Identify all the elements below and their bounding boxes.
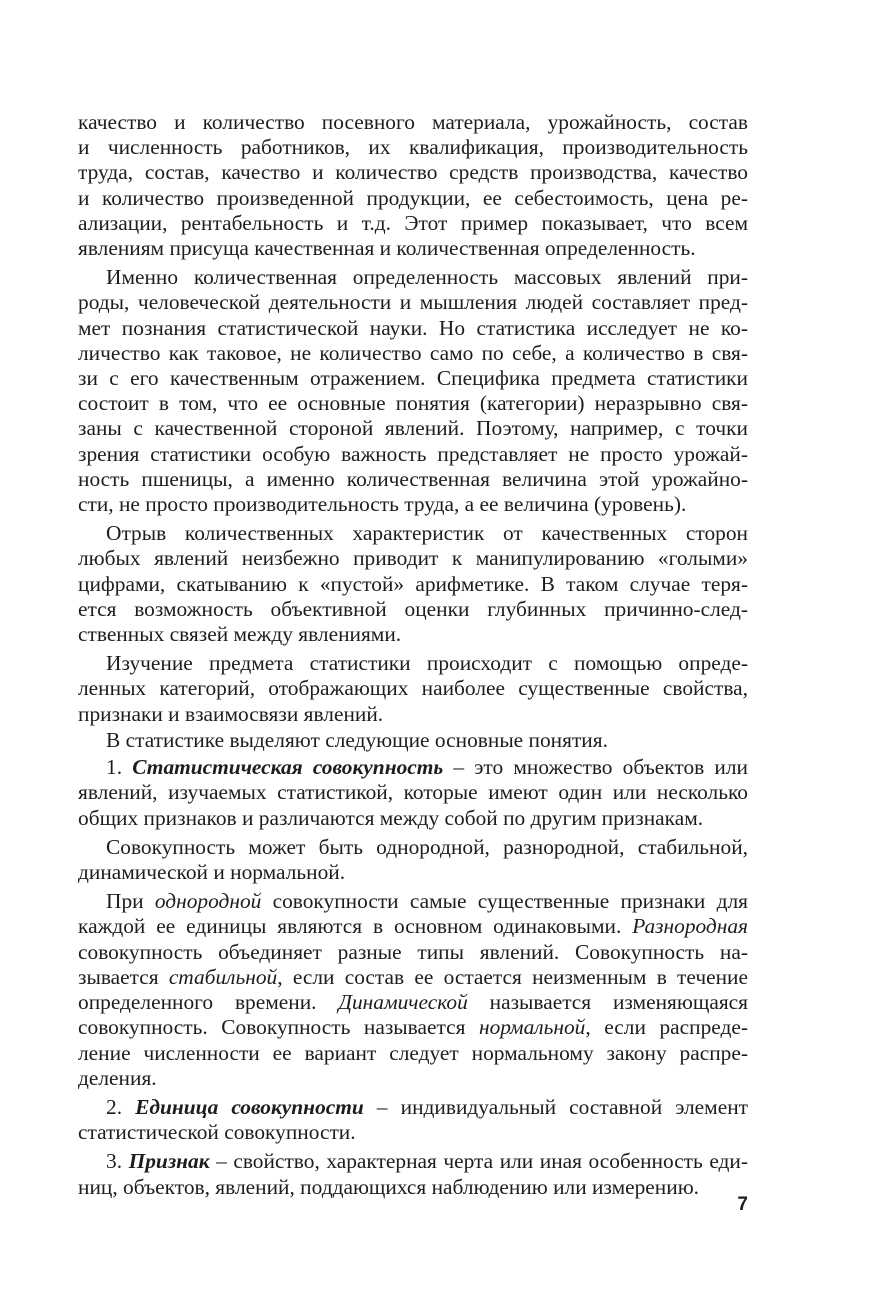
text-line: Именно количественная определенность массовых явлений при-: [106, 265, 748, 290]
text-run: называется изменяющаяся: [467, 990, 748, 1015]
paragraph-quantitative: [78, 265, 748, 517]
text-line: зрения статистики особую важность представляет не просто урожай-: [78, 441, 748, 466]
text-run: каждой ее единицы являются в основном одинаковыми.: [78, 914, 633, 939]
text-line: заны с качественной стороной явлений. Поэтому, например, с точки: [78, 416, 748, 441]
text-run: совокупности самые существенные признаки для: [261, 889, 748, 914]
paragraph-population-types: [78, 835, 748, 885]
definition-population-unit: [78, 1095, 748, 1145]
text-line: ется возможность объективной оценки глубинных причинно-след-: [78, 596, 748, 621]
text-line: деления.: [78, 1065, 157, 1090]
text-run: определенного времени.: [78, 990, 339, 1015]
text-run: зывается: [78, 964, 169, 989]
definition-text: – индивидуальный составной элемент: [363, 1094, 748, 1119]
paragraph-intro: [78, 110, 748, 261]
text-line: [78, 965, 748, 990]
text-line: ленных категорий, отображающих наиболее существенные свойства,: [78, 676, 748, 701]
text-line: мет познания статистической науки. Но статистика исследует не ко-: [78, 315, 748, 340]
paragraph-categories: [78, 651, 748, 727]
item-number: 2.: [106, 1094, 123, 1119]
text-line: и численность работников, их квалификация, производительность: [78, 135, 748, 160]
italic-term: Динамической: [338, 990, 468, 1015]
text-line: явлениям присуща качественная и количественная определенность.: [78, 236, 696, 261]
text-line: Изучение предмета статистики происходит с помощью опреде-: [106, 651, 748, 676]
item-number: 1.: [106, 755, 123, 780]
text-line: общих признаков и различаются между собой по другим признакам.: [78, 805, 704, 830]
page-text: [78, 110, 748, 1201]
paragraph-concepts-intro: [78, 728, 748, 753]
text-line: [78, 990, 748, 1015]
text-line: признаки и взаимосвязи явлений.: [78, 701, 384, 726]
text-line: статистической совокупности.: [78, 1120, 356, 1145]
definition-text: – свойство, характерная черта или иная особенность еди-: [209, 1149, 748, 1174]
text-line: сти, не просто производительность труда, а ее величина (уровень).: [78, 492, 687, 517]
text-line: зи с его качественным отражением. Специфика предмета статистики: [78, 366, 748, 391]
text-line: любых явлений неизбежно приводит к манипулированию «голыми»: [78, 546, 748, 571]
italic-term: стабильной: [168, 964, 278, 989]
text-line: состоит в том, что ее основные понятия (категории) неразрывно свя-: [78, 391, 748, 416]
text-line: ализации, рентабельность и т.д. Этот пример показывает, что всем: [78, 210, 748, 235]
defined-term: Единица совокупности: [135, 1094, 364, 1119]
text-line: Отрыв количественных характеристик от качественных сторон: [106, 521, 748, 546]
text-line: [78, 1095, 748, 1120]
text-run: , если состав ее остается неизменным в течение: [277, 964, 748, 989]
text-line: качество и количество посевного материала, урожайность, состав: [78, 110, 748, 134]
item-number: 3.: [106, 1149, 123, 1174]
paragraph-population-types-detail: [78, 889, 748, 1091]
text-line: роды, человеческой деятельности и мышления людей составляет пред-: [78, 290, 748, 315]
text-line: [78, 1015, 748, 1040]
text-line: [78, 1149, 748, 1174]
text-line: и количество произведенной продукции, ее себестоимость, цена ре-: [78, 185, 748, 210]
text-line: [78, 755, 748, 780]
text-line: личество как таковое, не количество само по себе, а количество в свя-: [78, 340, 748, 365]
text-line: ление численности ее вариант следует нормальному закону распре-: [78, 1040, 748, 1065]
text-line: динамической и нормальной.: [78, 860, 346, 885]
italic-term: нормальной: [478, 1015, 586, 1040]
definition-attribute: [78, 1149, 748, 1199]
page-number: 7: [737, 1194, 748, 1215]
text-run: При: [106, 889, 155, 914]
paragraph-separation: [78, 521, 748, 647]
defined-term: Признак: [128, 1149, 210, 1174]
text-line: [78, 914, 748, 939]
text-line: совокупность объединяет разные типы явлений. Совокупность на-: [78, 939, 748, 964]
text-line: [78, 889, 748, 914]
italic-term: однородной: [154, 889, 262, 914]
definition-statistical-population: [78, 755, 748, 831]
text-run: , если распреде-: [585, 1015, 748, 1040]
defined-term: Статистическая совокупность: [132, 755, 444, 780]
text-line: явлений, изучаемых статистикой, которые имеют один или несколько: [78, 780, 748, 805]
text-line: цифрами, скатыванию к «пустой» арифметике. В таком случае теря-: [78, 571, 748, 596]
text-line: В статистике выделяют следующие основные понятия.: [106, 728, 608, 753]
text-line: труда, состав, качество и количество средств производства, качество: [78, 160, 748, 185]
italic-term: Разнородная: [632, 914, 748, 939]
text-line: ниц, объектов, явлений, поддающихся наблюдению или измерению.: [78, 1174, 700, 1199]
text-run: совокупность. Совокупность называется: [78, 1015, 479, 1040]
definition-text: – это множество объектов или: [443, 755, 748, 780]
text-line: Совокупность может быть однородной, разнородной, стабильной,: [106, 834, 748, 859]
text-line: ность пшеницы, а именно количественная величина этой урожайно-: [78, 466, 748, 491]
text-line: ственных связей между явлениями.: [78, 622, 402, 647]
